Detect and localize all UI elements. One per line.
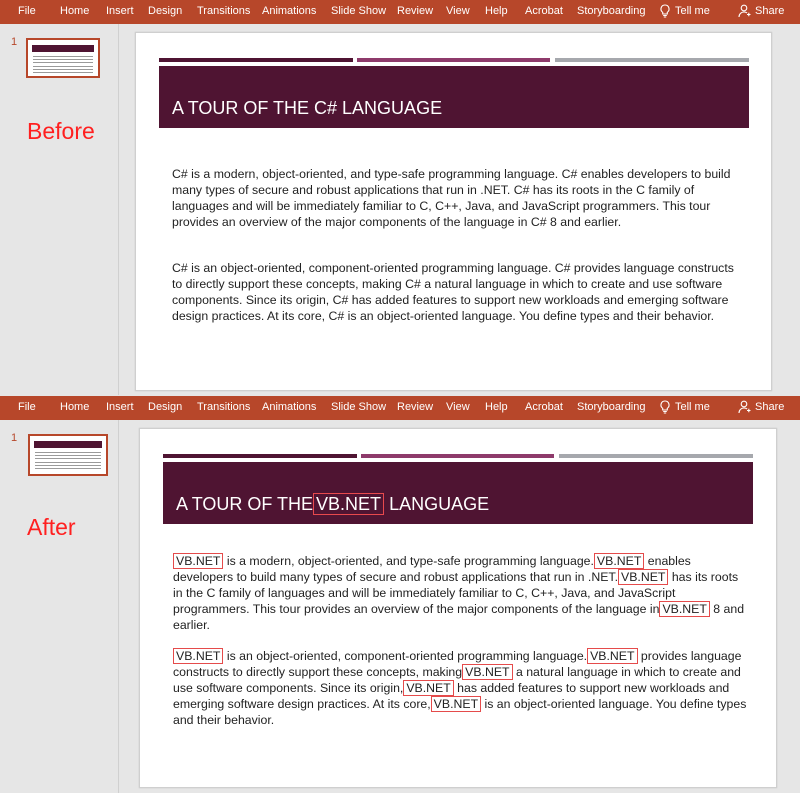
title-prefix: A TOUR OF THE (176, 494, 314, 514)
title-suffix: LANGUAGE (389, 494, 490, 514)
replaced-text-highlight: VB.NET (313, 493, 384, 515)
paragraph-1-segment-1: is a modern, object-oriented, and type-safe programming language. (223, 554, 594, 568)
replaced-text-highlight: VB.NET (403, 680, 453, 696)
title-band (159, 66, 749, 128)
share-button[interactable] (738, 400, 784, 414)
paragraph-2-segment-4: has added features to support new workloads and emerging software design practices. At its core, (173, 681, 730, 711)
accent-bar-1 (159, 58, 353, 62)
thumbnail-text-lines (33, 56, 93, 75)
tell-me-label: Tell me (675, 5, 710, 17)
tab-slide-show[interactable]: Slide Show (331, 5, 387, 17)
share-button[interactable] (738, 4, 784, 18)
tab-design[interactable]: Design (148, 401, 183, 413)
body-paragraph-1[interactable] (173, 553, 747, 633)
tab-insert[interactable]: Insert (106, 5, 134, 17)
tab-storyboarding[interactable]: Storyboarding (577, 401, 646, 413)
ribbon-tabs (0, 0, 800, 24)
tab-animations[interactable]: Animations (262, 401, 317, 413)
replaced-text-highlight: VB.NET (431, 696, 481, 712)
body-paragraph-2[interactable] (173, 648, 747, 728)
slide-canvas[interactable] (139, 428, 777, 788)
replaced-text-highlight: VB.NET (594, 553, 644, 569)
share-label: Share (755, 5, 785, 17)
paragraph-1-segment-4: 8 and earlier. (173, 602, 745, 632)
tab-home[interactable]: Home (60, 401, 90, 413)
body-paragraph-2[interactable]: C# is an object-oriented, component-oriented programming language. C# provides language constructs to directly support these concepts, making C# a natural language in which to create and use software components. Since its origin, C# has added features to support new workloads and emerging software design practices. At its core, C# is an object-oriented language. You define types and their behavior. (172, 261, 734, 323)
tab-animations[interactable]: Animations (262, 5, 317, 17)
tab-slide-show[interactable]: Slide Show (331, 401, 387, 413)
tab-design[interactable]: Design (148, 5, 183, 17)
thumbnail-title-band (34, 441, 102, 448)
thumbnail-text-lines (35, 452, 101, 471)
tab-review[interactable]: Review (397, 5, 434, 17)
accent-bar-3 (559, 454, 753, 458)
replaced-text-highlight: VB.NET (587, 648, 637, 664)
paragraph-1-segment-3: has its roots in the C family of languages and will be immediately familiar to C, C++, Java, and JavaScript programmers. This tour provides an overview of the major components of the language in (173, 570, 739, 616)
accent-bar-2 (361, 454, 554, 458)
tab-home[interactable]: Home (60, 5, 90, 17)
after-window (0, 396, 800, 793)
replaced-text-highlight: VB.NET (173, 553, 223, 569)
tell-me-search[interactable] (659, 400, 710, 414)
accent-bars (159, 58, 749, 62)
slide-number: 1 (11, 36, 18, 48)
tab-acrobat[interactable]: Acrobat (525, 5, 563, 17)
tab-help[interactable]: Help (485, 5, 508, 17)
after-label: After (27, 514, 76, 540)
slide-title[interactable] (176, 494, 489, 515)
paragraph-1-segment-2: enables developers to build many types of secure and robust applications that run in .NET. (173, 554, 691, 584)
tell-me-search[interactable] (659, 4, 710, 18)
accent-bars (163, 454, 753, 458)
slide-thumbnail-pane (0, 420, 119, 793)
lightbulb-icon (659, 400, 671, 414)
tell-me-label: Tell me (675, 401, 710, 413)
paragraph-2-segment-2: provides language constructs to directly support these concepts, making (173, 649, 742, 679)
paragraph-2-segment-5: is an object-oriented language. You define types and their behavior. (173, 697, 747, 727)
title-band (163, 462, 753, 524)
body-paragraph-1[interactable]: C# is a modern, object-oriented, and type-safe programming language. C# enables developers to build many types of secure and robust applications that run in .NET. C# has its roots in the C family of languages and will be immediately familiar to C, C++, Java, and JavaScript programmers. This tour provides an overview of the major components of the language in C# 8 and earlier. (172, 167, 731, 229)
accent-bar-1 (163, 454, 357, 458)
tab-transitions[interactable]: Transitions (197, 401, 251, 413)
replaced-text-highlight: VB.NET (173, 648, 223, 664)
tab-review[interactable]: Review (397, 401, 434, 413)
share-person-icon (738, 400, 751, 414)
tab-help[interactable]: Help (485, 401, 508, 413)
tab-storyboarding[interactable]: Storyboarding (577, 5, 646, 17)
accent-bar-3 (555, 58, 749, 62)
replaced-text-highlight: VB.NET (659, 601, 709, 617)
thumbnail-title-band (32, 45, 94, 52)
replaced-text-highlight: VB.NET (462, 664, 512, 680)
tab-file[interactable]: File (18, 401, 36, 413)
before-window (0, 0, 800, 395)
share-person-icon (738, 4, 751, 18)
slide-title[interactable]: A TOUR OF THE C# LANGUAGE (172, 98, 443, 118)
ribbon-tabs (0, 396, 800, 420)
slide-canvas[interactable] (135, 32, 772, 391)
tab-transitions[interactable]: Transitions (197, 5, 251, 17)
paragraph-2-segment-3: a natural language in which to create and use software components. Since its origin, (173, 665, 741, 695)
replaced-text-highlight: VB.NET (618, 569, 668, 585)
tab-view[interactable]: View (446, 401, 470, 413)
tab-view[interactable]: View (446, 5, 470, 17)
slide-thumbnail[interactable] (26, 38, 100, 78)
slide-thumbnail[interactable] (28, 434, 108, 476)
before-label: Before (27, 118, 95, 144)
tab-file[interactable]: File (18, 5, 36, 17)
paragraph-2-segment-1: is an object-oriented, component-oriented programming language. (223, 649, 588, 663)
tab-acrobat[interactable]: Acrobat (525, 401, 563, 413)
share-label: Share (755, 401, 785, 413)
slide-thumbnail-pane (0, 24, 119, 395)
accent-bar-2 (357, 58, 550, 62)
slide-number: 1 (11, 432, 18, 444)
tab-insert[interactable]: Insert (106, 401, 134, 413)
lightbulb-icon (659, 4, 671, 18)
